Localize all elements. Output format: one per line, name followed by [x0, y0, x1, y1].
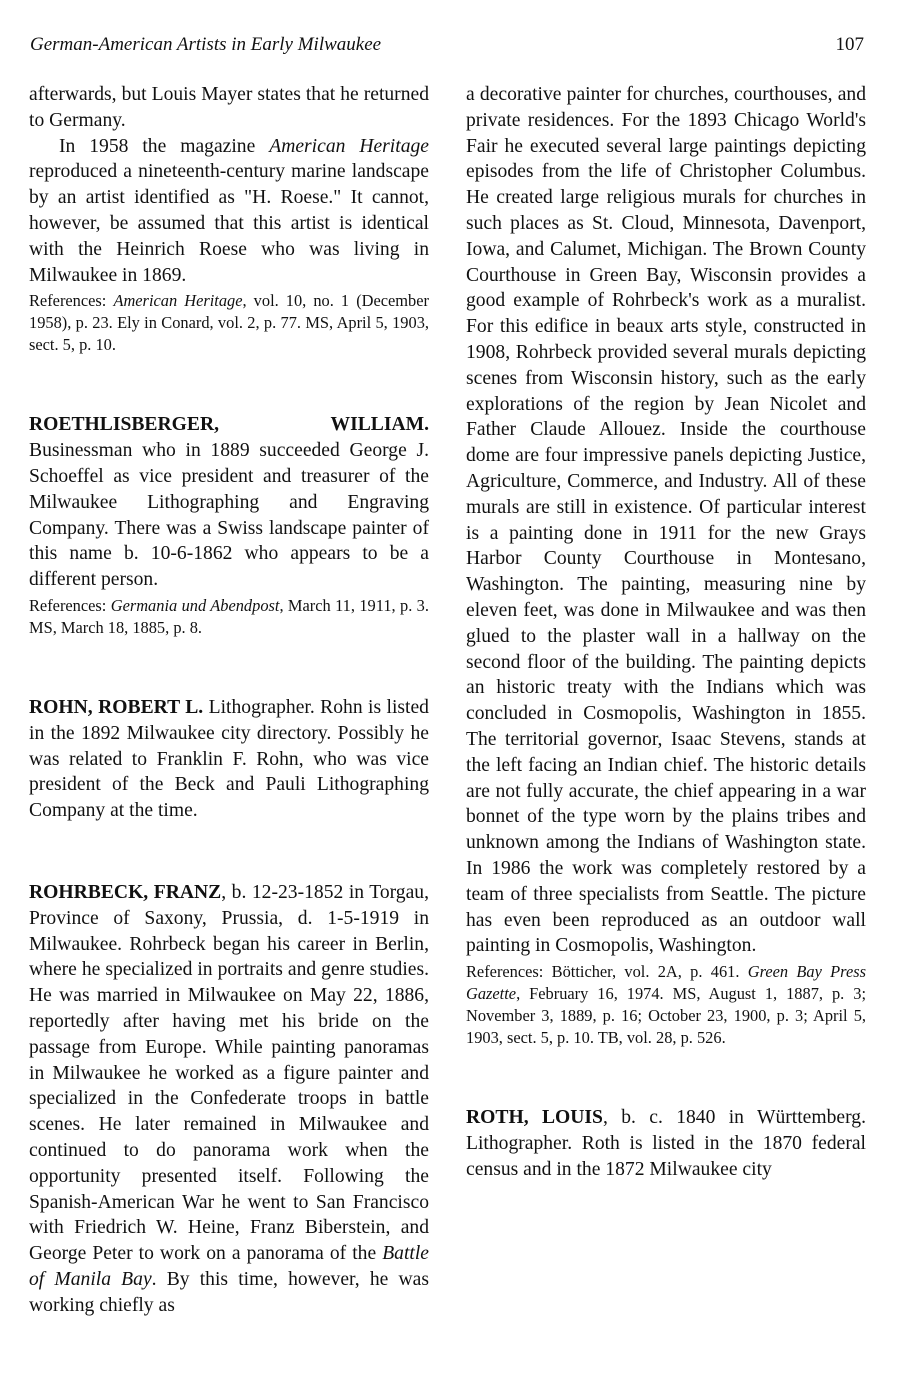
continued-paragraph: afterwards, but Louis Mayer states that he returned to Germany. — [29, 84, 429, 131]
entry-rohn — [29, 695, 429, 824]
rohrbeck-references: References: Bötticher, vol. 2A, p. 461. Green Bay Press Gazette, February 16, 1974. MS, August 1, 1887, p. 3; November 3, 1889, p. 16; October 23, 1900, p. 3; April 5, 1903, sect. 5, p. 10. TB, vol. 28, p. 526. — [466, 962, 866, 1048]
entry-body: ROTH, LOUIS, b. c. 1840 in Württemberg. Lithographer. Roth is listed in the 1870 federal census and in the 1872 Milwaukee city — [466, 1107, 866, 1180]
running-head: German-American Artists in Early Milwaukee — [30, 34, 382, 55]
left-column — [29, 82, 429, 1318]
rohrbeck-continued: a decorative painter for churches, courthouses, and private residences. For the 1893 Chicago World's Fair he executed several large paintings depicting episodes from the life of Christopher Columbus. He created large religious murals for churches in such places as St. Cloud, Minnesota, Davenport, Iowa, and Calumet, Michigan. The Brown County Courthouse in Green Bay, Wisconsin provides a good example of Rohrbeck's work as a muralist. For this edifice in beaux arts style, constructed in 1908, Rohrbeck provided several murals depicting scenes from Wisconsin history, such as the early explorations of the region by Jean Nicolet and Father Claude Allouez. Inside the courthouse dome are four impressive panels depicting Justice, Agriculture, Commerce, and Industry. All of these murals are still in existence. Of particular interest is a painting done in 1911 for the new Grays Harbor County Courthouse in Montesano, Washington. The painting, measuring nine by eleven feet, was done in Milwaukee and was then glued to the plaster wall in a hallway on the second floor of the building. The painting depicts an historic treaty with the Indians which was concluded in Cosmopolis, Washington in 1855. The territorial governor, Isaac Stevens, stands at the left facing an Indian chief. The historic details are not fully accurate, the chief appearing in a war bonnet of the type worn by the plains tribes and unknown among the Indians of Washington state. In 1986 the work was completely restored by a team of three specialists from Seattle. The picture has even been reproduced as an outdoor wall painting in Cosmopolis, Washington. — [466, 84, 866, 957]
entry-rohrbeck — [29, 880, 429, 1319]
entry-heading: ROTH, LOUIS — [466, 1107, 603, 1129]
roese-references: References: American Heritage, vol. 10, no. 1 (December 1958), p. 23. Ely in Conard, vol. 2, p. 77. MS, April 5, 1903, sect. 5, p. 10. — [29, 291, 429, 355]
entry-body: Businessman who in 1889 succeeded George J. Schoeffel as vice president and treasurer of the Milwaukee Lithographing and Engraving Company. There was a Swiss landscape painter of this name b. 10-6-1862 who appears to be a different person. — [29, 440, 429, 591]
entry-body: ROHRBECK, FRANZ, b. 12-23-1852 in Torgau, Province of Saxony, Prussia, d. 1-5-1919 in Milwaukee. Rohrbeck began his career in Berlin, where he specialized in portraits and genre studies. He was married in Milwaukee on May 22, 1886, reportedly after having met his bride on the passage from Europe. While painting panoramas in Milwaukee he worked as a figure painter and specialized in the Confederate troops in battle scenes. He later remained in Milwaukee and continued to do panorama work when the opportunity presented itself. Following the Spanish-American War he went to San Francisco with Friedrich W. Heine, Franz Biberstein, and George Peter to work on a panorama of the Battle of Manila Bay. By this time, however, he was working chiefly as — [29, 881, 429, 1316]
right-column — [466, 82, 866, 1182]
entry-heading: ROETHLISBERGER, WILLIAM. — [29, 414, 429, 436]
entry-heading: ROHRBECK, FRANZ — [29, 881, 222, 903]
roese-paragraph: In 1958 the magazine American Heritage reproduced a nineteenth-century marine landscape by an artist identified as "H. Roese." It cannot, however, be assumed that this artist is identical with the Heinrich Roese who was living in Milwaukee in 1869. — [29, 135, 429, 286]
entry-body: ROHN, ROBERT L. Lithographer. Rohn is listed in the 1892 Milwaukee city directory. Possibly he was related to Franklin F. Rohn, who was vice president of the Beck and Pauli Lithographing Company at the time. — [29, 696, 429, 822]
entry-roethlisberger — [29, 412, 429, 639]
page-number: 107 — [835, 34, 864, 55]
entry-references: References: Germania und Abendpost, March 11, 1911, p. 3. MS, March 18, 1885, p. 8. — [29, 595, 429, 637]
entry-heading: ROHN, ROBERT L. — [29, 696, 204, 718]
entry-roth — [466, 1105, 866, 1182]
